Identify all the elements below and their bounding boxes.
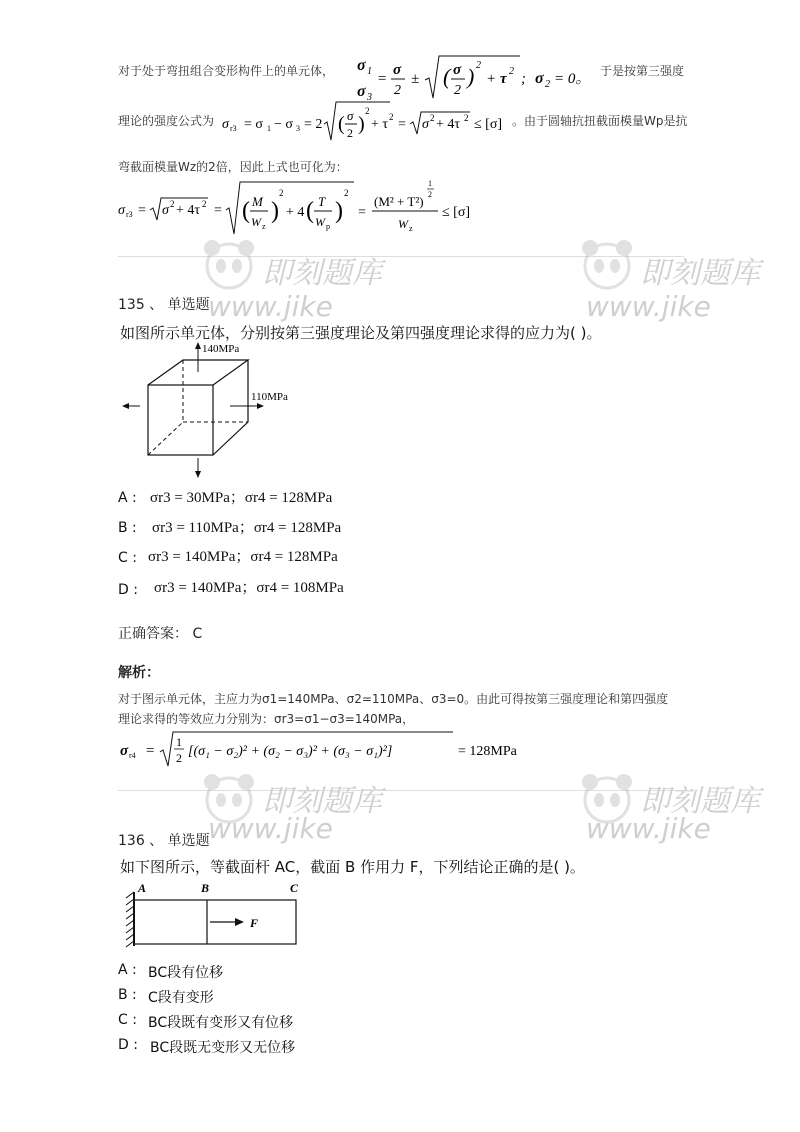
option-b-value: σr3 = 110MPa；σr4 = 128MPa — [152, 520, 342, 536]
svg-text:): ) — [467, 64, 475, 89]
svg-text:1: 1 — [367, 66, 372, 77]
svg-text:+: + — [486, 71, 497, 87]
top-line2-text: 理论的强度公式为 — [118, 114, 215, 128]
svg-text:=: = — [146, 743, 155, 759]
question-number: 135 、 单选题 — [118, 297, 210, 313]
option-c-value: σr3 = 140MPa；σr4 = 128MPa — [148, 549, 338, 565]
question-stem: 如图所示单元体，分别按第三强度理论及第四强度理论求得的应力为( )。 — [120, 324, 602, 342]
svg-text:σ: σ — [393, 62, 402, 78]
svg-text:= 0。: = 0。 — [554, 71, 591, 87]
svg-text:3: 3 — [296, 124, 300, 133]
svg-text:2: 2 — [394, 83, 401, 98]
option-key: C : — [118, 1012, 137, 1028]
svg-text:σ: σ — [453, 62, 462, 78]
label-b: B — [201, 881, 210, 895]
third-strength-formula — [220, 98, 510, 146]
svg-text:2: 2 — [365, 106, 370, 116]
option-key: D : — [118, 1037, 138, 1053]
label-c: C — [290, 881, 299, 895]
svg-text:= σ: = σ — [244, 117, 263, 132]
svg-text:σ: σ — [357, 83, 366, 100]
svg-text:T: T — [318, 194, 326, 209]
svg-text:σ: σ — [222, 117, 229, 132]
svg-text:(M² + T²): (M² + T²) — [374, 194, 424, 209]
svg-text:2: 2 — [176, 751, 182, 765]
svg-text:+ 4τ: + 4τ — [176, 203, 201, 218]
option-key: A : — [118, 962, 137, 978]
svg-text:[(σ₁ − σ₂)² + (σ₂ − σ₃)² + (σ₃: [(σ₁ − σ₂)² + (σ₂ − σ₃)² + (σ₃ − σ₁)²] — [188, 744, 393, 759]
svg-text:≤ [σ]: ≤ [σ] — [442, 205, 471, 220]
label-a: A — [138, 881, 147, 895]
svg-text:2: 2 — [344, 188, 349, 198]
watermark-text: 即刻题库 — [262, 784, 382, 819]
watermark-url: www.jike — [208, 812, 333, 845]
svg-text:2: 2 — [347, 126, 353, 140]
svg-text:=: = — [398, 117, 406, 132]
analysis-line1: 对于图示单元体，主应力为σ1=140MPa、σ2=110MPa、σ3=0。由此可得按第三强度理论和第四强度 — [118, 692, 669, 706]
svg-text:r4: r4 — [129, 751, 136, 760]
svg-text:σ: σ — [535, 70, 544, 87]
svg-text:1: 1 — [176, 735, 182, 749]
svg-text:≤ [σ]: ≤ [σ] — [474, 117, 503, 132]
svg-text:r3: r3 — [126, 210, 133, 219]
svg-text:): ) — [358, 113, 365, 135]
svg-text:2: 2 — [389, 112, 394, 122]
svg-text:): ) — [271, 198, 279, 224]
svg-text:1: 1 — [428, 179, 432, 188]
svg-text:+ τ: + τ — [371, 117, 389, 132]
svg-text:(: ( — [306, 198, 314, 224]
analysis-title: 解析： — [118, 665, 160, 681]
top-line3-text: 弯截面模量Wz的2倍，因此上式也可化为： — [118, 160, 348, 174]
svg-text:3: 3 — [367, 92, 372, 103]
watermark-url: www.jike — [586, 812, 711, 845]
svg-text:W: W — [398, 217, 408, 231]
svg-text:z: z — [409, 224, 413, 233]
svg-text:2: 2 — [428, 190, 432, 199]
option-c-value: BC段既有变形又有位移 — [148, 1015, 294, 1031]
top-stress-label: 140MPa — [202, 343, 240, 355]
option-key: D : — [118, 582, 138, 598]
svg-text:1: 1 — [267, 124, 271, 133]
svg-text:=: = — [377, 71, 388, 87]
svg-text:σ: σ — [120, 743, 129, 759]
fourth-strength-formula — [118, 728, 538, 770]
watermark-url: www.jike — [208, 290, 333, 323]
svg-text:= 128MPa: = 128MPa — [458, 744, 517, 759]
svg-text:;: ; — [521, 71, 526, 87]
svg-text:+ 4: + 4 — [286, 205, 305, 220]
label-f: F — [250, 916, 259, 930]
question-stem: 如下图所示，等截面杆 AC，截面 B 作用力 F，下列结论正确的是( )。 — [120, 858, 585, 876]
svg-text:p: p — [326, 222, 330, 231]
svg-text:σ: σ — [347, 108, 354, 123]
svg-text:2: 2 — [170, 199, 175, 209]
analysis-line2: 理论求得的等效应力分别为：σr3=σ1−σ3=140MPa， — [118, 712, 415, 726]
svg-text:=: = — [138, 203, 146, 218]
svg-text:2: 2 — [464, 113, 469, 123]
svg-text:σ: σ — [422, 117, 429, 132]
top-line2-tail: 。由于圆轴抗扭截面模量Wp是抗 — [512, 114, 688, 128]
option-d-value: σr3 = 140MPa；σr4 = 108MPa — [154, 580, 344, 596]
option-a-value: σr3 = 30MPa；σr4 = 128MPa — [150, 490, 333, 506]
watermark-text: 即刻题库 — [262, 256, 382, 291]
svg-text:2: 2 — [430, 113, 435, 123]
watermark-text: 即刻题库 — [640, 784, 760, 819]
svg-text:=: = — [358, 205, 366, 220]
svg-text:=: = — [214, 203, 222, 218]
svg-text:2: 2 — [509, 66, 514, 77]
option-b-value: C段有变形 — [148, 990, 214, 1006]
svg-text:(: ( — [242, 198, 250, 224]
side-stress-label: 110MPa — [251, 391, 288, 403]
option-key: B : — [118, 987, 137, 1003]
watermark-text: 即刻题库 — [640, 256, 760, 291]
option-key: A : — [118, 490, 137, 506]
option-key: B : — [118, 520, 137, 536]
svg-text:2: 2 — [476, 60, 481, 71]
svg-text:W: W — [251, 215, 261, 229]
svg-text:): ) — [335, 198, 343, 224]
question-number: 136 、 单选题 — [118, 833, 210, 849]
bar-ac-figure — [122, 880, 312, 952]
bending-torsion-formula — [116, 176, 486, 238]
svg-text:r3: r3 — [230, 124, 237, 133]
svg-text:W: W — [315, 215, 325, 229]
svg-text:M: M — [252, 194, 263, 209]
top-line1-tail: 于是按第三强度 — [600, 64, 685, 78]
svg-text:2: 2 — [202, 199, 207, 209]
watermark-url: www.jike — [586, 290, 711, 323]
svg-text:+ 4τ: + 4τ — [436, 117, 461, 132]
svg-text:σ: σ — [162, 203, 169, 218]
svg-text:z: z — [262, 222, 266, 231]
svg-text:2: 2 — [279, 188, 284, 198]
svg-text:− σ: − σ — [274, 117, 293, 132]
principal-stress-formula — [355, 50, 590, 102]
option-d-value: BC段既无变形又无位移 — [150, 1040, 296, 1056]
svg-text:σ: σ — [118, 203, 125, 218]
option-a-value: BC段有位移 — [148, 965, 224, 981]
svg-text:2: 2 — [545, 79, 550, 90]
top-line1-text: 对于处于弯扭组合变形构件上的单元体， — [118, 64, 335, 78]
svg-text:= 2: = 2 — [304, 117, 323, 132]
svg-text:(: ( — [338, 113, 345, 135]
correct-answer: 正确答案： C — [118, 626, 203, 642]
option-key: C : — [118, 550, 137, 566]
svg-text:τ: τ — [500, 71, 507, 87]
svg-text:σ: σ — [357, 57, 366, 74]
svg-text:±: ± — [411, 71, 420, 87]
svg-text:(: ( — [443, 64, 451, 89]
stress-element-figure — [120, 340, 310, 480]
svg-text:2: 2 — [454, 83, 461, 98]
